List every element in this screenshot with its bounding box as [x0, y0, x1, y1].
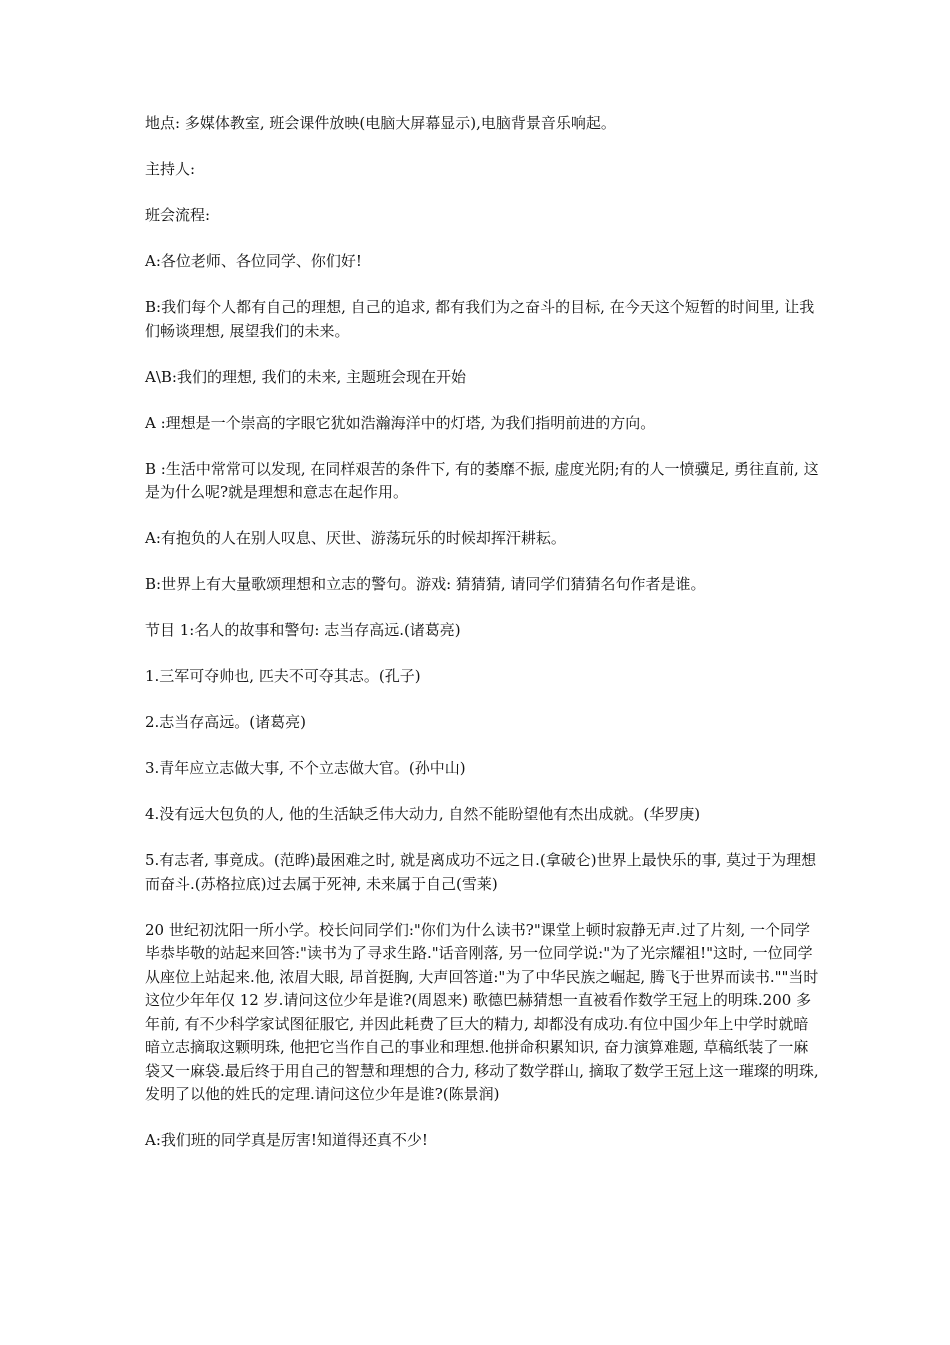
paragraph-ideal-a: A :理想是一个崇高的字眼它犹如浩瀚海洋中的灯塔, 为我们指明前进的方向。	[145, 413, 656, 432]
paragraph-process: 班会流程:	[145, 206, 211, 224]
paragraph-location: 地点: 多媒体教室, 班会课件放映(电脑大屏幕显示),电脑背景音乐响起。	[145, 114, 616, 132]
paragraph-host: 主持人:	[145, 160, 196, 178]
paragraph-quote-1: 1.三军可夺帅也, 匹夫不可夺其志。(孔子)	[145, 667, 421, 685]
paragraph-greeting: A:各位老师、各位同学、你们好!	[145, 252, 362, 270]
paragraph-stories: 20 世纪初沈阳一所小学。校长问同学们:"你们为什么读书?"课堂上顿时寂静无声.过了片刻, 一个同学毕恭毕敬的站起来回答:"读书为了寻求生路."话音刚落, 另一位同学说:"为了光宗耀祖!"这时, 一位同学从座位上站起来.他, 浓眉大眼, 昂首挺胸, 大声回答道:"为了中华民族之崛起, 腾飞于世界而读书.""当时这位少年年仅 12 岁.请问这位少年是谁?(周恩来) 歌德巴赫猜想一直被看作数学王冠上的明珠.200 多年前, 有不少科学家试图征服它, 并因此耗费了巨大的精力, 却都没有成功.有位中国少年上中学时就暗暗立志摘取这颗明珠, 他把它当作自己的事业和理想.他拼命积累知识, 奋力演算难题, 草稿纸装了一麻袋又一麻袋.最后终于用自己的智慧和理想的合力, 移动了数学群山, 摘取了数学王冠上这一璀璨的明珠, 发明了以他的姓氏的定理.请问这位少年是谁?(陈景润)	[145, 920, 819, 1103]
paragraph-program-1: 节目 1:名人的故事和警句: 志当存高远.(诸葛亮)	[145, 621, 461, 639]
paragraph-opening: A\B:我们的理想, 我们的未来, 主题班会现在开始	[145, 367, 467, 386]
paragraph-quote-4: 4.没有远大包负的人, 他的生活缺乏伟大动力, 自然不能盼望他有杰出成就。(华罗庚)	[145, 805, 701, 823]
paragraph-quote-3: 3.青年应立志做大事, 不个立志做大官。(孙中山)	[145, 759, 466, 777]
paragraph-intro-b: B:我们每个人都有自己的理想, 自己的追求, 都有我们为之奋斗的目标, 在今天这个短暂的时间里, 让我们畅谈理想, 展望我们的未来。	[145, 298, 815, 340]
paragraph-life-b: B :生活中常常可以发现, 在同样艰苦的条件下, 有的萎靡不振, 虚度光阴;有的人一愤骥足, 勇往直前, 这是为什么呢?就是理想和意志在起作用。	[145, 459, 819, 501]
paragraph-ambition-a: A:有抱负的人在别人叹息、厌世、游荡玩乐的时候却挥汗耕耘。	[145, 529, 566, 547]
paragraph-game-b: B:世界上有大量歌颂理想和立志的警句。游戏: 猜猜猜, 请同学们猜猜名句作者是谁。	[145, 575, 706, 593]
paragraph-closing-a: A:我们班的同学真是厉害!知道得还真不少!	[145, 1131, 428, 1149]
paragraph-quote-2: 2.志当存高远。(诸葛亮)	[145, 713, 307, 731]
paragraph-quote-5: 5.有志者, 事竟成。(范晔)最困难之时, 就是离成功不远之日.(拿破仑)世界上最快乐的事, 莫过于为理想而奋斗.(苏格拉底)过去属于死神, 未来属于自己(雪莱)	[145, 851, 817, 893]
document-body	[145, 112, 820, 1175]
